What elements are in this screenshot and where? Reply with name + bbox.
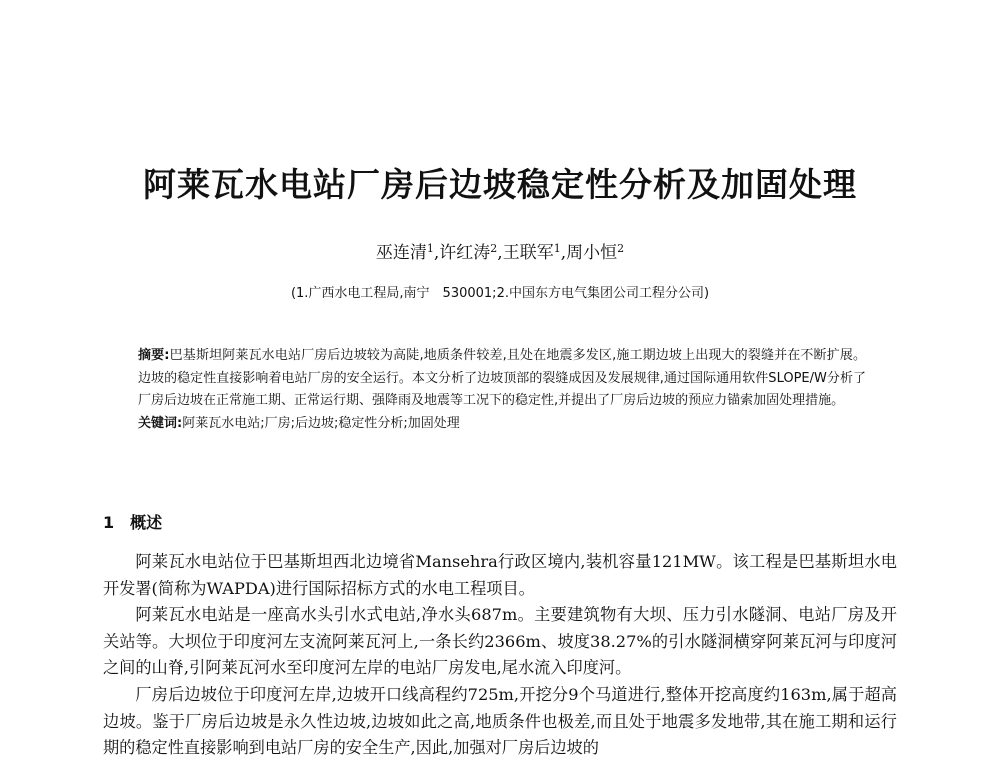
author-separator: , — [497, 243, 503, 263]
author-affiliation-mark: 2 — [490, 242, 498, 255]
section-heading — [103, 511, 162, 535]
author-name: 许红涛 — [439, 243, 491, 263]
keywords-text: 阿莱瓦水电站;厂房;后边坡;稳定性分析;加固处理 — [182, 415, 460, 431]
affiliation-line: (1.广西水电工程局,南宁 530001;2.中国东方电气集团公司工程分公司) — [290, 286, 710, 301]
author-name: 巫连清 — [375, 243, 427, 263]
section-number: 1 — [103, 513, 115, 532]
author-separator: , — [433, 243, 440, 263]
abstract-block — [138, 345, 866, 435]
abstract-label: 摘要: — [138, 348, 170, 363]
author-affiliation-mark: 1 — [426, 242, 434, 255]
keywords-paragraph — [138, 413, 866, 436]
paper-title: 阿莱瓦水电站厂房后边坡稳定性分析及加固处理 — [143, 165, 857, 204]
author-name: 王联军 — [502, 243, 554, 263]
body-paragraph: 厂房后边坡位于印度河左岸,边坡开口线高程约725m,开挖分9个马道进行,整体开挖高度约163m,属于超高边坡。鉴于厂房后边坡是永久性边坡,边坡如此之高,地质条件也极差,而且处于地震多发地带,其在施工期和运行期的稳定性直接影响到电站厂房的安全生产,因此,加强对厂房后边坡的 — [103, 684, 897, 758]
author-list — [0, 241, 1000, 265]
section-body — [103, 549, 897, 760]
author-name: 周小恒 — [566, 243, 618, 263]
section-title: 概述 — [130, 513, 163, 532]
body-paragraph: 阿莱瓦水电站位于巴基斯坦西北边境省Mansehra行政区境内,装机容量121MW。该工程是巴基斯坦水电开发署(简称为WAPDA)进行国际招标方式的水电工程项目。 — [103, 552, 897, 598]
author-separator: , — [560, 243, 567, 263]
abstract-paragraph — [138, 345, 866, 413]
author-affiliation-mark: 2 — [617, 242, 625, 255]
abstract-text: 巴基斯坦阿莱瓦水电站厂房后边坡较为高陡,地质条件较差,且处在地震多发区,施工期边坡上出现大的裂缝并在不断扩展。边坡的稳定性直接影响着电站厂房的安全运行。本文分析了边坡顶部的裂缝成因及发展规律,通过国际通用软件SLOPE/W分析了厂房后边坡在正常施工期、正常运行期、强降雨及地震等工况下的稳定性,并提出了厂房后边坡的预应力锚索加固处理措施。 — [138, 348, 866, 408]
body-paragraph: 阿莱瓦水电站是一座高水头引水式电站,净水头687m。主要建筑物有大坝、压力引水隧洞、电站厂房及开关站等。大坝位于印度河左支流阿莱瓦河上,一条长约2366m、坡度38.27%的引水隧洞横穿阿莱瓦河与印度河之间的山脊,引阿莱瓦河水至印度河左岸的电站厂房发电,尾水流入印度河。 — [103, 605, 897, 678]
keywords-label: 关键词: — [138, 415, 183, 431]
author-affiliation-mark: 1 — [553, 242, 561, 255]
